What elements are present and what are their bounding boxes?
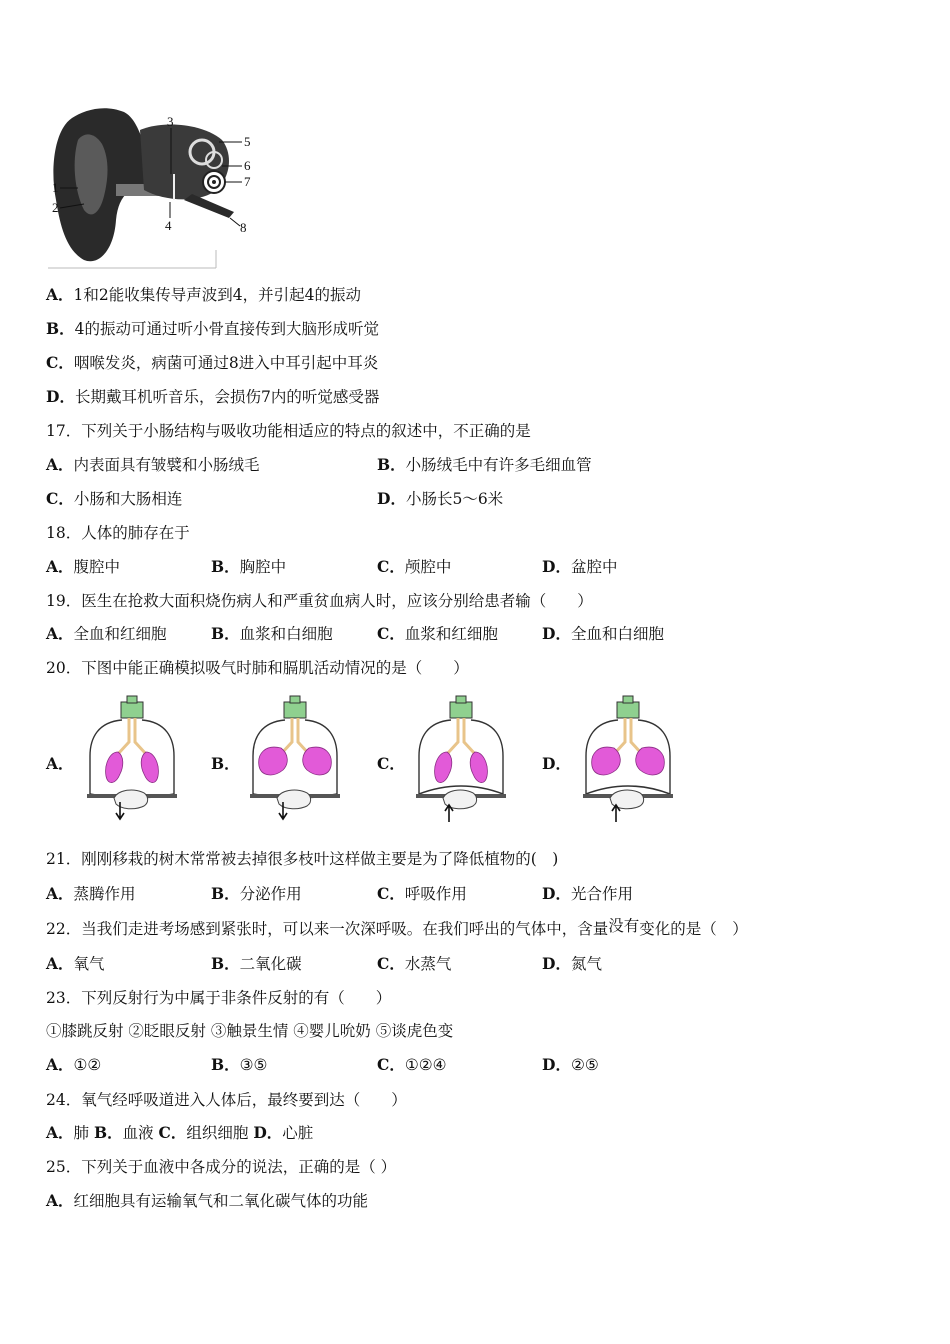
ear-label-8: 8 (240, 220, 247, 235)
bell-jar-figure-a (84, 694, 180, 822)
bell-jar (419, 720, 503, 794)
option-text: 血液 (122, 1124, 154, 1142)
ear-label-3: 3 (167, 114, 174, 129)
stopper (284, 702, 306, 718)
q22-option-b (211, 954, 302, 974)
option-label: D． (542, 884, 571, 903)
q16-option-c (46, 353, 378, 373)
q17-option-c (46, 489, 182, 509)
option-text: 心脏 (282, 1124, 314, 1142)
q20-option-a-label: A． (46, 754, 74, 773)
option-label: B． (211, 1055, 240, 1074)
option-label: C． (377, 557, 405, 576)
q17-option-b (377, 455, 592, 475)
option-text: ①② (73, 1056, 102, 1074)
q19-option-d (542, 624, 664, 644)
option-label: C． (377, 624, 405, 643)
ear-label-2: 2 (52, 200, 59, 215)
ear-structure-figure (44, 100, 266, 272)
q16-option-a (46, 285, 361, 305)
option-label: A． (46, 1123, 74, 1142)
option-label: D． (46, 387, 75, 406)
q21-option-d (542, 884, 633, 904)
trachea-tube (118, 718, 146, 754)
option-text: 小肠长5～6米 (405, 490, 504, 508)
right-lung (303, 747, 332, 775)
option-label: B． (46, 319, 75, 338)
option-label: B． (211, 557, 240, 576)
option-text: 盆腔中 (570, 558, 618, 576)
option-text: 全血和红细胞 (73, 625, 167, 643)
option-label: B． (377, 455, 406, 474)
bell-jar-figure-b (247, 694, 343, 822)
option-label: A． (46, 557, 74, 576)
bell-jar (90, 720, 174, 794)
option-text: 组织细胞 (186, 1124, 249, 1142)
option-text: 全血和白细胞 (570, 625, 664, 643)
option-text: 4的振动可通过听小骨直接传到大脑形成听觉 (74, 320, 379, 338)
ear-label-1: 1 (52, 180, 59, 195)
q17-option-a (46, 455, 260, 475)
stopper-top (456, 696, 466, 703)
q23-option-b (211, 1055, 267, 1075)
option-text: 血浆和白细胞 (239, 625, 333, 643)
hand-icon (277, 790, 311, 809)
option-text: 1和2能收集传导声波到4，并引起4的振动 (73, 286, 361, 304)
stopper (450, 702, 472, 718)
option-label: D． (542, 1055, 571, 1074)
stopper-top (127, 696, 137, 703)
option-text: 光合作用 (570, 885, 633, 903)
q23-option-a (46, 1055, 101, 1075)
q18-option-c (377, 557, 451, 577)
stopper (121, 702, 143, 718)
option-text: 咽喉发炎，病菌可通过8进入中耳引起中耳炎 (73, 354, 379, 372)
option-label: C． (377, 884, 405, 903)
left-lung (435, 752, 452, 783)
q23-option-c (377, 1055, 447, 1075)
q20-option-d-label: D． (542, 754, 571, 773)
left-lung (259, 747, 288, 775)
bell-jar-figure-d (580, 694, 676, 822)
q22-stem-part: 22．当我们走进考场感到紧张时，可以来一次深呼吸。在我们呼出的气体中，含量 (46, 920, 609, 938)
stopper (617, 702, 639, 718)
q19-stem: 19．医生在抢救大面积烧伤病人和严重贫血病人时，应该分别给患者输（ ） (46, 592, 593, 610)
q16-option-d (46, 387, 379, 407)
q21-option-b (211, 884, 302, 904)
option-label: B． (211, 624, 240, 643)
option-label: C． (46, 489, 74, 508)
trachea-tube (614, 718, 642, 754)
stopper-top (290, 696, 300, 703)
q23-option-d (542, 1055, 599, 1075)
option-label: A． (46, 884, 74, 903)
option-text: 氮气 (570, 955, 602, 973)
trachea-tube (447, 718, 475, 754)
option-label: A． (46, 954, 74, 973)
option-text: 肺 (73, 1124, 90, 1142)
option-text: 呼吸作用 (404, 885, 467, 903)
q23-items: ①膝跳反射 ②眨眼反射 ③触景生情 ④婴儿吮奶 ⑤谈虎色变 (46, 1022, 454, 1040)
q18-option-a (46, 557, 120, 577)
q18-option-b (211, 557, 286, 577)
option-text: 胸腔中 (239, 558, 287, 576)
option-text: 腹腔中 (73, 558, 121, 576)
option-label: D． (542, 557, 571, 576)
option-label: C． (377, 1055, 405, 1074)
q18-option-d (542, 557, 617, 577)
option-text: 红细胞具有运输氧气和二氧化碳气体的功能 (73, 1192, 369, 1210)
q16-option-b (46, 319, 379, 339)
option-text: 血浆和红细胞 (404, 625, 498, 643)
option-text: ③⑤ (239, 1056, 268, 1074)
option-text: 小肠绒毛中有许多毛细血管 (405, 456, 592, 474)
option-text: 颅腔中 (404, 558, 452, 576)
option-label: B． (93, 1123, 123, 1142)
right-lung (470, 752, 487, 783)
q22-stem-emphasis: 没有 (608, 917, 640, 935)
option-text: 分泌作用 (239, 885, 302, 903)
q24-stem: 24．氧气经呼吸道进入人体后，最终要到达（ ） (46, 1091, 407, 1109)
q17-option-d (377, 489, 503, 509)
stopper-top (623, 696, 633, 703)
q22-stem (46, 919, 748, 939)
option-text: 内表面具有皱襞和小肠绒毛 (73, 456, 260, 474)
q24-options (46, 1123, 313, 1143)
option-text: 水蒸气 (404, 955, 452, 973)
q19-option-c (377, 624, 498, 644)
option-label: D． (377, 489, 406, 508)
q25-option-a (46, 1191, 368, 1211)
ear-label-7: 7 (244, 174, 251, 189)
q20-stem: 20．下图中能正确模拟吸气时肺和膈肌活动情况的是（ ） (46, 659, 469, 677)
option-label: A． (46, 455, 74, 474)
option-text: ②⑤ (570, 1056, 599, 1074)
option-label: C． (377, 954, 405, 973)
q22-stem-part: 变化的是（ ） (639, 920, 748, 938)
option-text: ①②④ (404, 1056, 447, 1074)
q21-option-c (377, 884, 467, 904)
option-label: C． (46, 353, 74, 372)
right-lung (636, 747, 665, 775)
q19-option-a (46, 624, 167, 644)
option-label: C． (158, 1123, 187, 1142)
option-label: A． (46, 624, 74, 643)
q18-stem: 18．人体的肺存在于 (46, 524, 190, 542)
q19-option-b (211, 624, 333, 644)
ear-label-4: 4 (165, 218, 172, 233)
q22-option-a (46, 954, 105, 974)
right-lung (141, 752, 158, 783)
left-lung (106, 752, 123, 783)
q25-stem: 25．下列关于血液中各成分的说法，正确的是（ ） (46, 1158, 397, 1176)
option-label: A． (46, 285, 74, 304)
option-text: 小肠和大肠相连 (73, 490, 183, 508)
q21-option-a (46, 884, 136, 904)
q20-option-c-label: C． (377, 754, 405, 773)
option-label: A． (46, 1055, 74, 1074)
option-text: 长期戴耳机听音乐，会损伤7内的听觉感受器 (74, 388, 380, 406)
option-text: 氧气 (73, 955, 105, 973)
q20-option-b-label: B． (211, 754, 240, 773)
q21-stem: 21．刚刚移栽的树木常常被去掉很多枝叶这样做主要是为了降低植物的( ) (46, 850, 559, 868)
option-label: D． (542, 624, 571, 643)
option-text: 蒸腾作用 (73, 885, 136, 903)
trachea-tube (281, 718, 309, 754)
bell-jar-figure-c (413, 694, 509, 822)
q22-option-c (377, 954, 451, 974)
option-label: D． (253, 1123, 283, 1142)
q23-stem: 23．下列反射行为中属于非条件反射的有（ ） (46, 989, 392, 1007)
option-label: D． (542, 954, 571, 973)
q22-option-d (542, 954, 602, 974)
option-label: B． (211, 884, 240, 903)
option-label: A． (46, 1191, 74, 1210)
ear-label-6: 6 (244, 158, 251, 173)
left-lung (592, 747, 621, 775)
option-text: 二氧化碳 (239, 955, 302, 973)
hand-icon (114, 790, 148, 809)
option-label: B． (211, 954, 240, 973)
ear-label-5: 5 (244, 134, 251, 149)
q17-stem: 17．下列关于小肠结构与吸收功能相适应的特点的叙述中，不正确的是 (46, 422, 531, 440)
